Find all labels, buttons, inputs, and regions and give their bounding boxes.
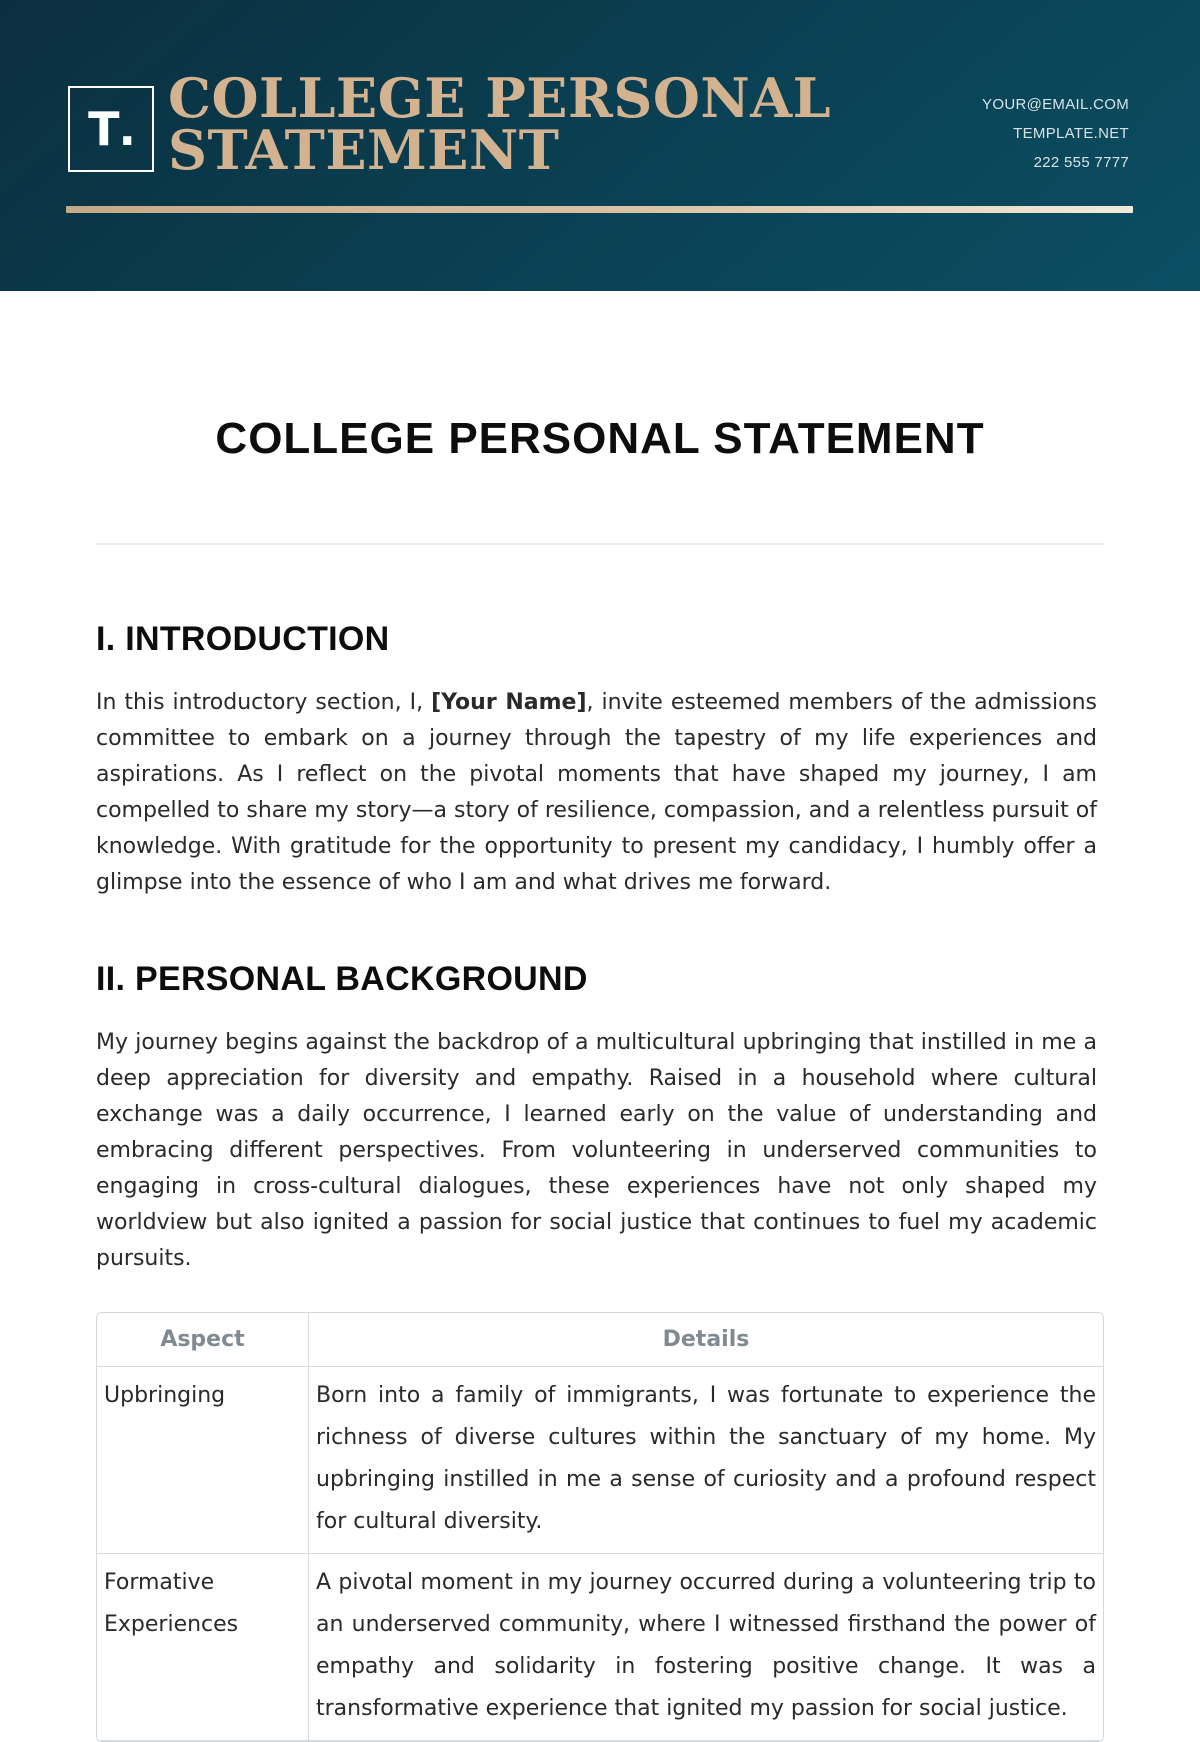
- page-title: COLLEGE PERSONAL STATEMENT: [215, 414, 985, 463]
- introduction-heading: I. INTRODUCTION: [96, 620, 390, 658]
- details-cell: A pivotal moment in my journey occurred during a volunteering trip to an underserved community, where I witnessed firsthand the power of empathy and solidarity in fostering positive change. It was a transformative experience that ignited my passion for social justice.: [308, 1554, 1103, 1741]
- aspect-cell: Upbringing: [97, 1367, 308, 1554]
- contact-website: TEMPLATE.NET: [1013, 125, 1129, 142]
- title-divider: [96, 543, 1104, 545]
- table-header-row: [97, 1313, 1103, 1367]
- logo: [68, 86, 154, 172]
- details-cell: Born into a family of immigrants, I was fortunate to experience the richness of diverse cultures within the sanctuary of my home. My upbringing instilled in me a sense of curiosity and a profound respect for cultural diversity.: [308, 1367, 1103, 1554]
- header-title: [168, 66, 868, 182]
- intro-text-before: In this introductory section, I,: [96, 690, 432, 715]
- header-title-line1: COLLEGE PERSONAL: [168, 66, 832, 130]
- introduction-section: [96, 620, 1097, 659]
- column-header-details: Details: [308, 1313, 1103, 1367]
- personal-background-section: [96, 960, 1097, 999]
- name-placeholder: [Your Name]: [431, 690, 587, 715]
- introduction-paragraph: [96, 685, 1097, 901]
- header-banner: [0, 0, 1200, 291]
- personal-background-body: [96, 1025, 1097, 1277]
- header-title-line2: STATEMENT: [168, 118, 560, 182]
- table-row: [97, 1554, 1103, 1741]
- contact-phone: 222 555 7777: [1033, 154, 1129, 171]
- header-divider: [66, 206, 1133, 213]
- contact-email: YOUR@EMAIL.COM: [982, 96, 1129, 113]
- personal-background-paragraph: My journey begins against the backdrop of a multicultural upbringing that instilled in me a deep appreciation for diversity and empathy. Raised in a household where cultural exchange was a daily occurrence, I learned early on the value of understanding and embracing different perspectives. From volunteering in underserved communities to engaging in cross-cultural dialogues, these experiences have not only shaped my worldview but also ignited a passion for social justice that continues to fuel my academic pursuits.: [96, 1030, 1097, 1271]
- contact-info: [982, 90, 1129, 177]
- aspect-cell: Formative Experiences: [97, 1554, 308, 1741]
- table-row: [97, 1367, 1103, 1554]
- intro-text-after: , invite esteemed members of the admissions committee to embark on a journey through the tapestry of my life experiences and aspirations. As I reflect on the pivotal moments that have shaped my journey, I am compelled to share my story—a story of resilience, compassion, and a relentless pursuit of knowledge. With gratitude for the opportunity to present my candidacy, I humbly offer a glimpse into the essence of who I am and what drives me forward.: [96, 690, 1097, 895]
- introduction-body: [96, 685, 1097, 901]
- logo-letter: T: [88, 102, 118, 156]
- personal-background-heading: II. PERSONAL BACKGROUND: [96, 960, 588, 998]
- logo-dot: .: [118, 102, 134, 156]
- column-header-aspect: Aspect: [97, 1313, 308, 1367]
- background-table: [96, 1312, 1104, 1742]
